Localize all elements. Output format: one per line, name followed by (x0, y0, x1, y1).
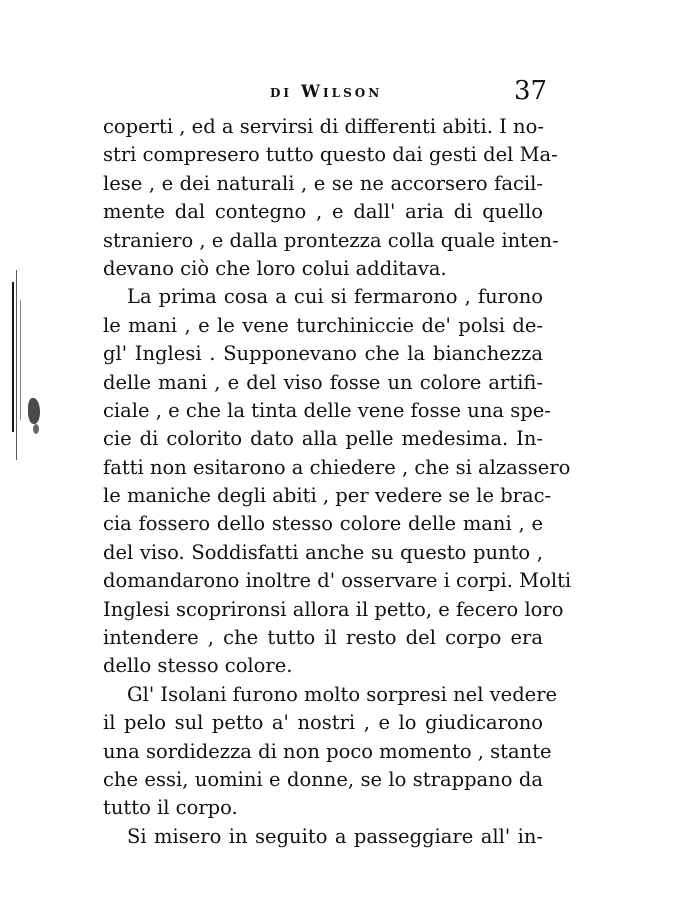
running-head: di Wilson (270, 82, 383, 102)
text-line: straniero , e dalla prontezza colla quale inten- (103, 228, 559, 252)
text-line: Si misero in seguito a passeggiare all' in- (127, 824, 543, 848)
text-line: cie di colorito dato alla pelle medesima. In- (103, 427, 543, 451)
text-line: le maniche degli abiti , per vedere se le brac- (103, 484, 552, 508)
text-line: cia fossero dello stesso colore delle mani , e (103, 512, 543, 536)
text-line: il pelo sul petto a' nostri , e lo giudicarono (103, 711, 543, 735)
text-line: lese , e dei naturali , e se ne accorsero facil- (103, 171, 543, 195)
text-line: che essi, uomini e donne, se lo strappano da (103, 767, 543, 791)
text-line: le mani , e le vene turchiniccie de' polsi de- (103, 313, 543, 337)
text-line: mente dal contegno , e dall' aria di quello (103, 200, 543, 224)
text-line: dello stesso colore. (103, 654, 293, 678)
text-line: La prima cosa a cui si fermarono , furono (127, 285, 543, 309)
binding-edge-line (20, 300, 21, 420)
text-line: devano ciò che loro colui additava. (103, 256, 447, 280)
text-line: del viso. Soddisfatti anche su questo punto , (103, 540, 543, 564)
text-line: Inglesi scoprironsi allora il petto, e fecero loro (103, 597, 564, 621)
text-line: fatti non esitarono a chiedere , che si alzassero (103, 455, 571, 479)
text-line: gl' Inglesi . Supponevano che la bianchezza (103, 342, 543, 366)
text-line: una sordidezza di non poco momento , stante (103, 739, 552, 763)
body-text (103, 113, 572, 851)
text-line: intendere , che tutto il resto del corpo era (103, 626, 543, 650)
binding-edge-line (12, 282, 14, 432)
ink-blot (33, 424, 39, 434)
text-line: domandarono inoltre d' osservare i corpi. Molti (103, 569, 572, 593)
text-line: Gl' Isolani furono molto sorpresi nel vedere (127, 682, 558, 706)
text-line: tutto il corpo. (103, 796, 238, 820)
page-number: 37 (514, 76, 548, 106)
ink-blot (28, 398, 40, 424)
text-line: coperti , ed a servirsi di differenti abiti. I no- (103, 115, 544, 138)
text-line: ciale , e che la tinta delle vene fosse una spe- (103, 398, 551, 422)
binding-edge-line (16, 270, 17, 460)
text-line: stri compresero tutto questo dai gesti del Ma- (103, 143, 558, 167)
text-line: delle mani , e del viso fosse un colore artifi- (103, 370, 543, 394)
